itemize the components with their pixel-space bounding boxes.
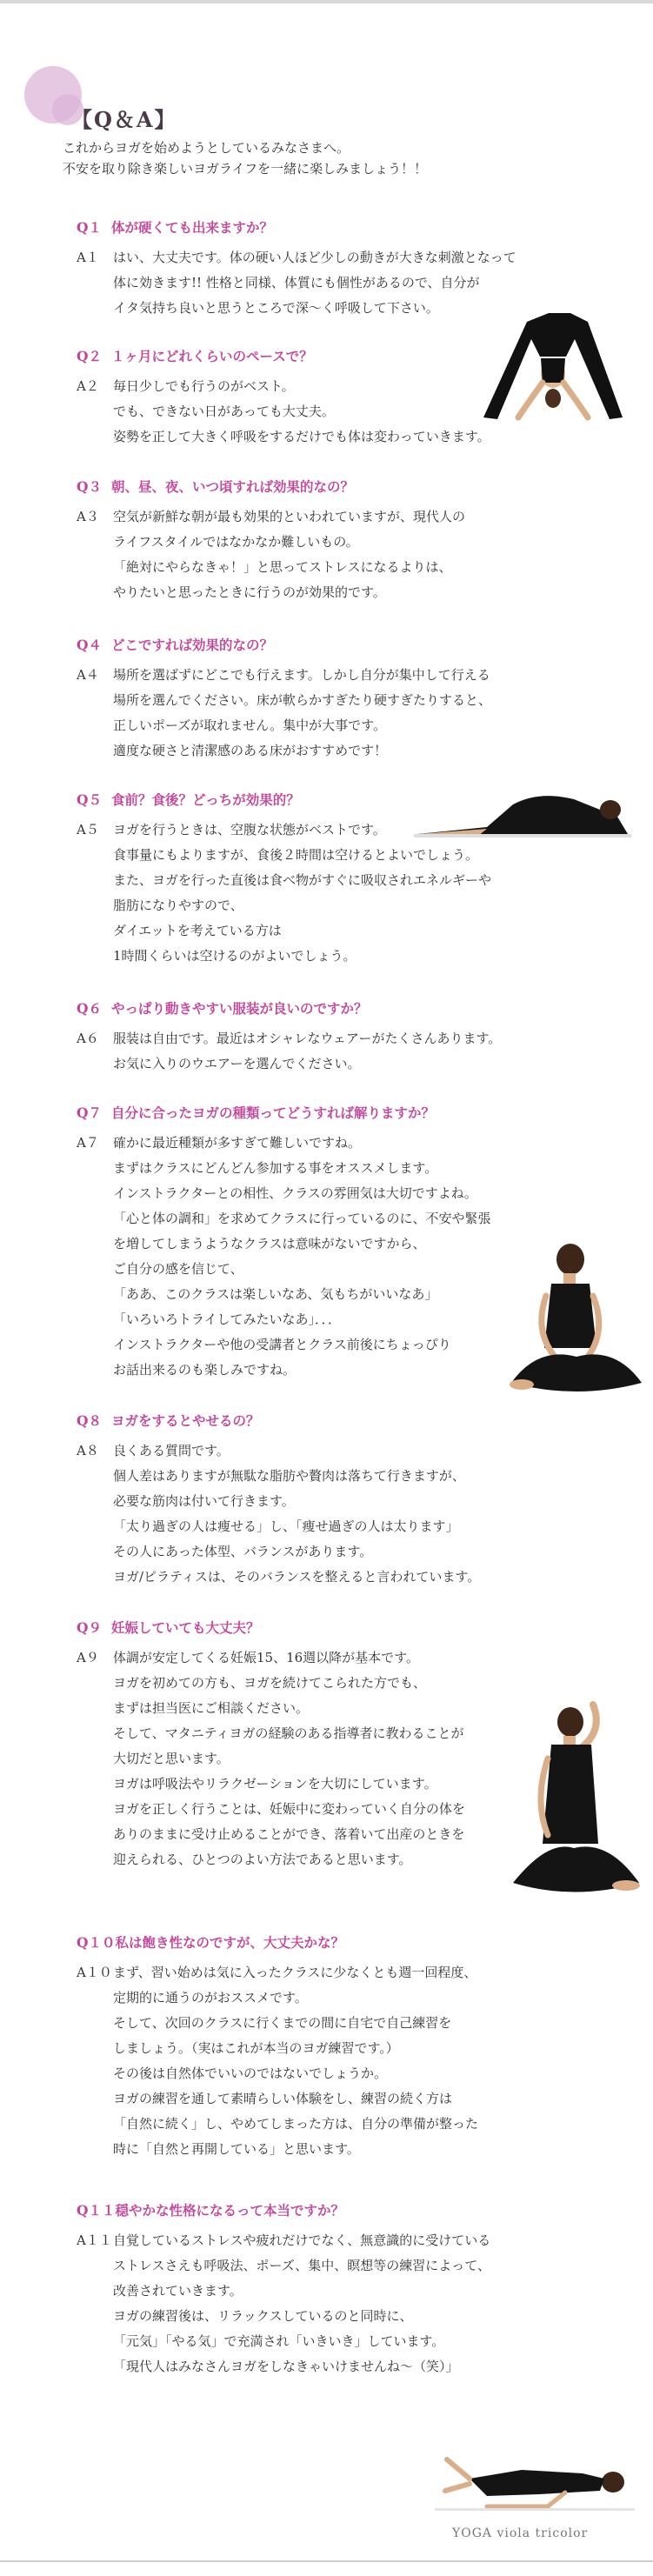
answer-line: まず、習い始めは気に入ったクラスに少なくとも週一回程度、 (113, 1965, 477, 1980)
answer-line: 空気が新鮮な朝が最も効果的といわれていますが、現代人の (113, 509, 466, 524)
answer-line: 「元気」「やる気」で充満され「いきいき」しています。 (113, 2333, 445, 2349)
answer-line: ヨガを正しく行うことは、妊娠中に変わっていく自分の体を (113, 1801, 465, 1817)
question-number: Q６ (77, 1000, 103, 1017)
yoga-seated-meditation-photo (503, 1235, 650, 1409)
question-text: ヨガをするとやせるの？ (111, 1412, 260, 1429)
answer-line: 食事量にもよりますが、食後２時間は空けるとよいでしょう。 (113, 847, 479, 863)
answer (77, 2228, 598, 2379)
answer-line: 「太り過ぎの人は痩せる」し、「痩せ過ぎの人は太ります」 (113, 1518, 459, 1534)
answer-line: 迎えられる、ひとつのよい方法であると思います。 (113, 1852, 412, 1867)
answer-line: ヨガの練習を通して素晴らしい体験をし、練習の続く方は (113, 2091, 453, 2106)
answer-line: ライフスタイルではなかなか難しいもの。 (113, 534, 359, 550)
question-number: Q１１ (77, 2202, 116, 2219)
question (77, 998, 598, 1018)
answer-line: を増してしまうようなクラスは意味がないですから、 (113, 1236, 426, 1251)
answer (77, 1438, 598, 1590)
answer-line: 「自然に続く」し、やめてしまった方は、自分の準備が整った (113, 2116, 479, 2132)
answer-line: 場所を選ばずにどこでも行えます。しかし自分が集中して行える (113, 667, 490, 683)
answer-line: 良くある質問です。 (113, 1443, 230, 1458)
answer-line: 時に「自然と再開している」と思います。 (113, 2141, 360, 2157)
question (77, 1411, 598, 1430)
answer-line: インストラクターや他の受講者とクラス前後にちょっぴり (113, 1337, 451, 1352)
answer-number: A９ (77, 1650, 99, 1665)
question-text: 自分に合ったヨガの種類ってどうすれば解りますか？ (111, 1104, 436, 1121)
qa-item-8 (77, 1411, 598, 1590)
answer-line: まずは担当医にご相談ください。 (113, 1700, 310, 1716)
yoga-forward-fold-photo (466, 296, 640, 426)
question-number: Q２ (77, 348, 103, 364)
qa-item-11 (77, 2200, 598, 2379)
answer-line: 服装は自由です。最近はオシャレなウェアーがたくさんあります。 (113, 1031, 502, 1046)
answer-line: 正しいポーズが取れません。集中が大事です。 (113, 717, 386, 733)
answer-line: ヨガは呼吸法やリラクゼーションを大切にしています。 (113, 1776, 437, 1792)
answer-number: A１０ (77, 1965, 112, 1980)
answer-line: 定期的に通うのがおススメです。 (113, 1990, 308, 2005)
question (77, 635, 598, 654)
answer-line: はい、大丈夫です。体の硬い人ほど少しの動きが大きな刺激となって (113, 250, 516, 265)
question (77, 1618, 598, 1637)
yoga-seated-arm-stretch-photo (496, 1696, 652, 1905)
intro-line: 不安を取り除き楽しいヨガライフを一緒に楽しみましょう！！ (63, 161, 428, 177)
answer-line: ありのままに受け止めることができ、落着いて出産のときを (113, 1826, 465, 1842)
answer-line: そして、次回のクラスに行くまでの間に自宅で自己練習を (113, 2015, 452, 2031)
answer-line: やりたいと思ったときに行うのが効果的です。 (113, 584, 386, 600)
qa-item-6 (77, 998, 598, 1077)
answer-line: イタ気持ち良いと思うところで深～く呼吸して下さい。 (113, 300, 439, 316)
answer-line: 体調が安定してくる妊娠15、16週以降が基本です。 (113, 1650, 419, 1665)
answer-line: ヨガを初めての方も、ヨガを続けてこられた方でも、 (113, 1675, 427, 1691)
answer-line: 大切だと思います。 (113, 1751, 230, 1766)
answer-number: A６ (77, 1031, 99, 1046)
answer-number: A４ (77, 667, 99, 683)
yoga-lying-twist-photo (435, 2444, 635, 2513)
question (77, 477, 598, 496)
answer-number: A２ (77, 378, 99, 394)
question-text: １ヶ月にどれくらいのペースで？ (111, 348, 313, 364)
question-text: 私は飽き性なのですが、大丈夫かな？ (115, 1934, 345, 1951)
answer-line: 自覚しているストレスや疲れだけでなく、無意識的に受けている (113, 2232, 491, 2248)
page-title: 【Q＆A】 (71, 107, 177, 132)
answer-line: ヨガを行うときは、空腹な状態がベストです。 (113, 822, 386, 838)
answer-line: ご自分の感を信じて、 (113, 1261, 243, 1277)
answer-line: インストラクターとの相性、クラスの雰囲気は大切ですよね。 (113, 1185, 477, 1201)
answer-number: A７ (77, 1135, 99, 1151)
question-number: Q３ (77, 478, 103, 495)
answer-line: 個人差はありますが無駄な脂肪や贅肉は落ちて行きますが、 (113, 1468, 465, 1484)
question (77, 1103, 598, 1122)
studio-signature: YOGA viola tricolor (452, 2526, 589, 2540)
answer-line: 「現代人はみなさんヨガをしなきゃいけませんね～（笑）」 (113, 2359, 459, 2374)
answer (77, 1960, 598, 2162)
answer-number: A８ (77, 1443, 99, 1458)
answer-line: その後は自然体でいいのではないでしょうか。 (113, 2065, 388, 2081)
question-number: Q８ (77, 1412, 103, 1429)
answer-line: 「絶対にやらなきゃ！」と思ってストレスになるよりは、 (113, 559, 452, 575)
answer-line: まずはクラスにどんどん参加する事をオススメします。 (113, 1160, 438, 1176)
answer-line: 「いろいろトライしてみたいなあ」．．． (113, 1311, 342, 1327)
question-text: 穏やかな性格になるって本当ですか？ (115, 2202, 345, 2219)
yoga-seated-forward-bend-photo (409, 778, 643, 848)
answer-line: 脂肪になりやすので、 (113, 898, 243, 913)
question-number: Q１０ (77, 1934, 116, 1951)
question (77, 217, 598, 237)
answer-line: しましょう。（実はこれが本当のヨガ練習です。） (113, 2040, 399, 2056)
answer-number: A１１ (77, 2232, 112, 2248)
answer-line: ヨガ/ピラティスは、そのバランスを整えると言われています。 (113, 1569, 481, 1585)
question-text: 体が硬くても出来ますか？ (111, 219, 274, 236)
answer-line: 「心と体の調和」を求めてクラスに行っているのに、不安や緊張 (113, 1211, 491, 1226)
answer-line: 1時間くらいは空けるのがよいでしょう。 (113, 948, 356, 964)
intro-line: これからヨガを始めようとしているみなさまへ。 (63, 140, 350, 156)
answer-line: 姿勢を正して大きく呼吸をするだけでも体は変わっていきます。 (113, 429, 490, 444)
question-text: どこですれば効果的なの？ (111, 637, 274, 653)
answer (77, 663, 598, 764)
answer-line: また、ヨガを行った直後は食べ物がすぐに吸収されエネルギーや (113, 872, 492, 888)
answer-number: A５ (77, 822, 99, 838)
answer-line: ストレスさえも呼吸法、ポーズ、集中、瞑想等の練習によって、 (113, 2258, 490, 2273)
question-number: Q５ (77, 791, 103, 808)
answer-line: 場所を選んでください。床が軟らかすぎたり硬すぎたりすると、 (113, 692, 492, 708)
answer-line: 改善されていきます。 (113, 2283, 243, 2299)
question-text: やっぱり動きやすい服装が良いのですか？ (111, 1000, 368, 1017)
question-text: 妊娠していても大丈夫？ (111, 1619, 260, 1636)
bottom-rule (0, 2560, 653, 2562)
answer-line: お気に入りのウエアーを選んでください。 (113, 1056, 361, 1071)
answer-number: A３ (77, 509, 99, 524)
question-number: Q７ (77, 1104, 103, 1121)
answer-line: 体に効きます!! 性格と同様、体質にも個性があるので、自分が (113, 275, 480, 290)
question-number: Q９ (77, 1619, 103, 1636)
answer-line: 確かに最近種類が多すぎて難しいですね。 (113, 1135, 362, 1151)
answer-line: ヨガの練習後は、リラックスしているのと同時に、 (113, 2308, 413, 2324)
qa-item-10 (77, 1932, 598, 2162)
qa-item-3 (77, 477, 598, 605)
answer-line: 毎日少しでも行うのがベスト。 (113, 378, 295, 394)
top-rule (0, 0, 653, 3)
answer-line: そして、マタニティヨガの経験のある指導者に教わることが (113, 1725, 464, 1741)
answer-line: でも、できない日があっても大丈夫。 (113, 404, 335, 419)
answer-line: お話出来るのも楽しみですね。 (113, 1362, 297, 1378)
intro-text (63, 137, 427, 179)
answer-line: 「ああ、このクラスは楽しいなあ、気もちがいいなあ」 (113, 1286, 438, 1302)
question (77, 1932, 598, 1952)
question (77, 2200, 598, 2219)
question-text: 食前？食後？どっちが効果的？ (111, 791, 300, 808)
answer-line: ダイエットを考えている方は (113, 923, 282, 938)
qa-item-4 (77, 635, 598, 764)
question-number: Q１ (77, 219, 103, 236)
answer-line: 必要な筋肉は付いて行きます。 (113, 1493, 295, 1509)
answer-line: 適度な硬さと清潔感のある床がおすすめです！ (113, 743, 388, 758)
answer-number: A１ (77, 250, 99, 265)
answer-line: その人にあった体型、バランスがあります。 (113, 1544, 373, 1559)
answer (77, 504, 598, 605)
question-text: 朝、昼、夜、いつ頃すれば効果的なの？ (111, 478, 355, 495)
question-number: Q４ (77, 637, 103, 653)
answer (77, 1026, 598, 1077)
